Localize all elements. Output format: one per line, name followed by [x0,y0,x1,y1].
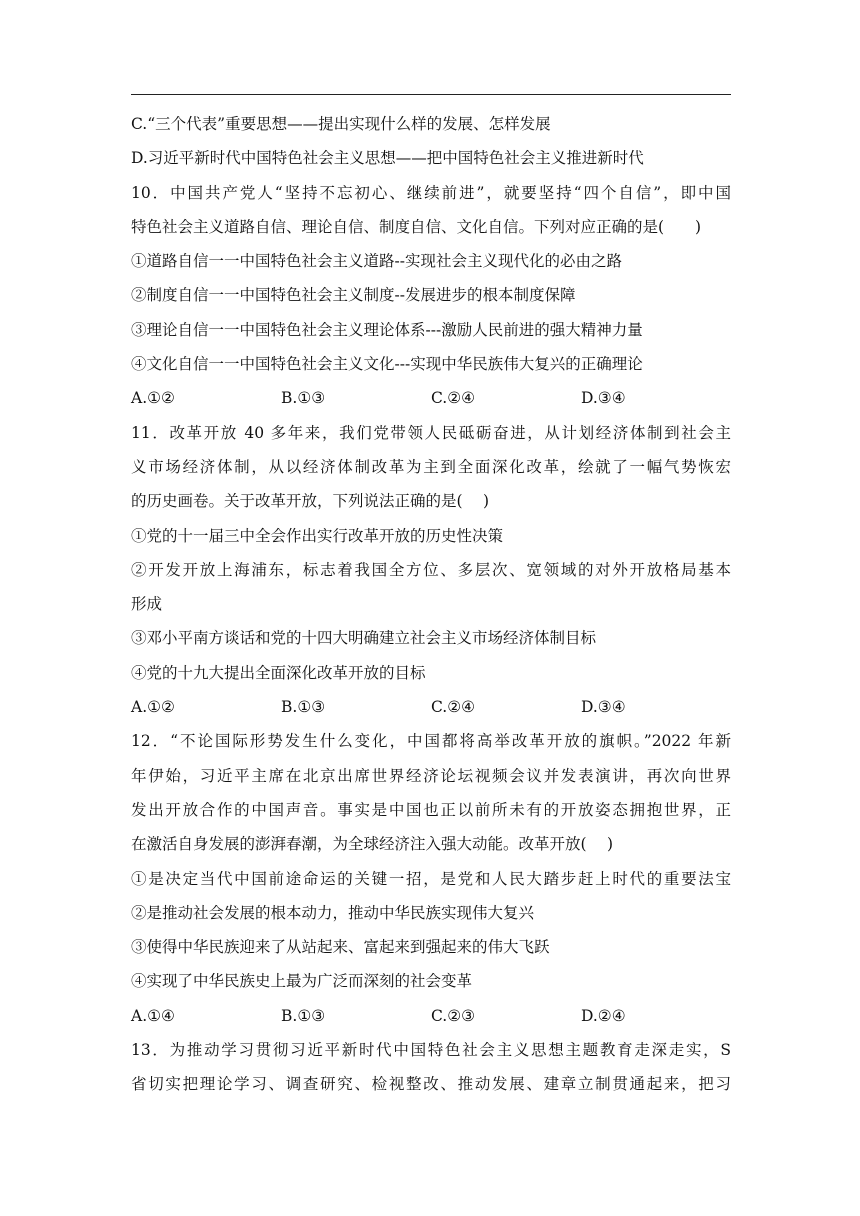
q11-stem-line-2: 义市场经济体制，从以经济体制改革为主到全面深化改革，绘就了一幅气势恢宏 [131,457,731,476]
q12-stem-line-3: 发出开放合作的中国声音。事实是中国也正以前所未有的开放姿态拥抱世界，正 [131,800,731,819]
q10-option-a: A.①② [131,389,175,408]
q11-statement-2-cont: 形成 [131,595,163,614]
q11-option-d: D.③④ [581,698,626,717]
q12-statement-4: ④实现了中华民族史上最为广泛而深刻的社会变革 [131,972,473,991]
q12-stem-line-2: 年伊始，习近平主席在北京出席世界经济论坛视频会议并发表演讲，再次向世界 [131,766,731,785]
q10-option-b: B.①③ [281,389,326,408]
q13-stem-line-1: 13．为推动学习贯彻习近平新时代中国特色社会主义思想主题教育走深走实，S [131,1041,731,1060]
q10-statement-1: ①道路自信一一中国特色社会主义道路--实现社会主义现代化的必由之路 [131,252,622,271]
q11-option-a: A.①② [131,698,175,717]
q12-option-a: A.①④ [131,1006,175,1025]
q10-statement-4: ④文化自信一一中国特色社会主义文化---实现中华民族伟大复兴的正确理论 [131,355,643,374]
q12-statement-1: ①是决定当代中国前途命运的关键一招，是党和人民大踏步赶上时代的重要法宝 [131,869,731,888]
q12-option-c: C.②③ [431,1006,476,1025]
q12-stem-line-4: 在激活自身发展的澎湃春潮，为全球经济注入强大动能。改革开放( ) [131,835,614,854]
q10-statement-2: ②制度自信一一中国特色社会主义制度--发展进步的根本制度保障 [131,286,576,305]
q10-option-c: C.②④ [431,389,476,408]
option-c-prev: C.“三个代表”重要思想——提出实现什么样的发展、怎样发展 [131,115,551,133]
q11-statement-1: ①党的十一届三中全会作出实行改革开放的历史性决策 [131,526,504,545]
q11-option-b: B.①③ [281,698,326,717]
q10-statement-3: ③理论自信一一中国特色社会主义理论体系---激励人民前进的强大精神力量 [131,320,643,339]
q11-options [131,690,731,724]
q12-statement-3: ③使得中华民族迎来了从站起来、富起来到强起来的伟大飞跃 [131,938,550,957]
q12-option-d: D.②④ [581,1006,626,1025]
q11-statement-2: ②开发开放上海浦东，标志着我国全方位、多层次、宽领域的对外开放格局基本 [131,560,731,579]
q10-stem-line-1: 10．中国共产党人“坚持不忘初心、继续前进”，就要坚持“四个自信”，即中国 [131,183,731,202]
q11-statement-3: ③邓小平南方谈话和党的十四大明确建立社会主义市场经济体制目标 [131,629,597,648]
exam-content [131,107,731,1102]
q12-statement-2: ②是推动社会发展的根本动力，推动中华民族实现伟大复兴 [131,903,535,922]
q11-stem-line-3: 的历史画卷。关于改革开放，下列说法正确的是( ) [131,492,490,511]
q11-option-c: C.②④ [431,698,476,717]
q12-options [131,999,731,1033]
q10-option-d: D.③④ [581,389,626,408]
q12-stem-line-1: 12．“不论国际形势发生什么变化，中国都将高举改革开放的旗帜。”2022 年新 [131,732,731,751]
option-d-prev: D.习近平新时代中国特色社会主义思想——把中国特色社会主义推进新时代 [131,149,644,168]
q10-options [131,381,731,415]
q13-stem-line-2: 省切实把理论学习、调查研究、检视整改、推动发展、建章立制贯通起来，把习 [131,1075,731,1094]
q12-option-b: B.①③ [281,1006,326,1025]
q11-stem-line-1: 11．改革开放 40 多年来，我们党带领人民砥砺奋进，从计划经济体制到社会主 [131,423,731,442]
q11-statement-4: ④党的十九大提出全面深化改革开放的目标 [131,663,426,682]
header-rule [131,94,731,95]
q10-stem-line-2: 特色社会主义道路自信、理论自信、制度自信、文化自信。下列对应正确的是( ) [131,217,702,236]
